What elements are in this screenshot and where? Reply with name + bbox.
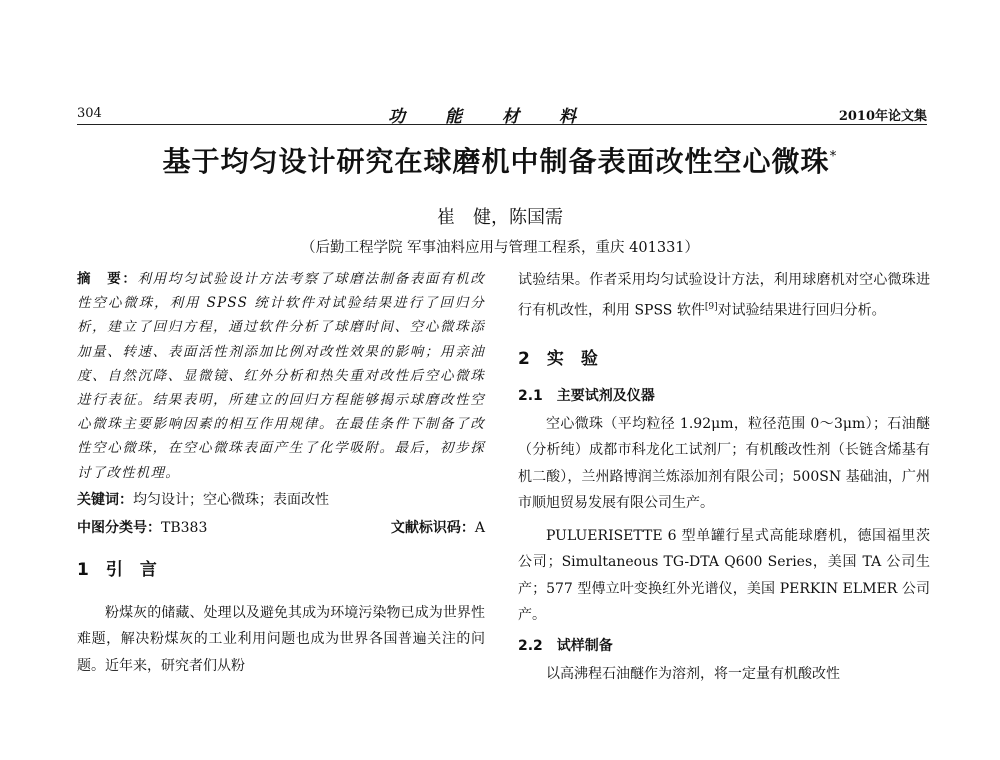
- document-code-label: 文献标识码：: [390, 519, 475, 536]
- keywords: [77, 487, 485, 513]
- continued-paragraph: [518, 267, 930, 324]
- page-number: 304: [77, 106, 102, 121]
- keywords-label: 关键词：: [77, 491, 133, 508]
- intro-paragraph: 粉煤灰的储藏、处理以及避免其成为环境污染物已成为世界性难题，解决粉煤灰的工业利用问题也成为世界各国普遍关注的问题。近年来，研究者们从粉: [77, 604, 485, 674]
- affiliation: （后勤工程学院 军事油料应用与管理工程系，重庆 401331）: [300, 240, 700, 256]
- document-code: [391, 515, 485, 541]
- subsection-heading-sample-prep: 2.2 试样制备: [518, 637, 613, 654]
- abstract-label: 摘 要：: [77, 271, 138, 287]
- classification-code: [77, 515, 207, 541]
- section-heading-intro: 1 引 言: [77, 559, 157, 580]
- abstract-text: 利用均匀试验设计方法考察了球磨法制备表面有机改性空心微珠，利用 SPSS 统计软件对试验结果进行了回归分析，建立了回归方程，通过软件分析了球磨时间、空心微珠添加量、转速、表面活性剂添加比例对改性效果的影响；用亲油度、自然沉降、显微镜、红外分析和热失重对改性后空心微珠进行表征。结果表明，所建立的回归方程能够揭示球磨改性空心微珠主要影响因素的相互作用规律。在最佳条件下制备了改性空心微珠，在空心微珠表面产生了化学吸附。最后，初步探讨了改性机理。: [77, 271, 485, 481]
- reagents-paragraph: 空心微珠（平均粒径 1.92μm，粒径范围 0～3μm）；石油醚（分析纯）成都市科龙化工试剂厂；有机酸改性剂（长链含烯基有机二酸），兰州路博润兰炼添加剂有限公司；500SN 基础油，广州市顺旭贸易发展有限公司生产。: [518, 415, 930, 512]
- section-heading-experiment: 2 实 验: [518, 348, 598, 369]
- continued-text-2: 对试验结果进行回归分析。: [717, 302, 886, 319]
- continued-text: 试验结果。作者采用均匀试验设计方法，利用球磨机对空心微珠进行有机改性，利用 SPSS 软件: [518, 272, 930, 319]
- sample-prep-paragraph: 以高沸程石油醚作为溶剂，将一定量有机酸改性: [546, 665, 840, 682]
- citation-ref: [9]: [704, 301, 718, 312]
- paper-title-text: 基于均匀设计研究在球磨机中制备表面改性空心微珠: [162, 145, 830, 178]
- left-column: [77, 267, 485, 679]
- title-footnote-mark: *: [829, 148, 838, 165]
- classification-line: [77, 515, 485, 541]
- document-code-value: A: [474, 519, 485, 536]
- abstract: [77, 267, 485, 485]
- right-column: [518, 267, 930, 687]
- classification-label: 中图分类号：: [77, 519, 161, 536]
- instruments-paragraph: PULUERISETTE 6 型单罐行星式高能球磨机，德国福里茨公司；Simultaneous TG-DTA Q600 Series，美国 TA 公司生产；577 型傅立叶变换红外光谱仪，美国 PERKIN ELMER 公司产。: [518, 527, 930, 624]
- running-header: [77, 102, 927, 125]
- classification-value: TB383: [161, 519, 208, 536]
- author-list: 崔 健，陈国需: [437, 207, 563, 228]
- paper-title: [0, 140, 1000, 180]
- year-label: 2010年论文集: [838, 109, 927, 124]
- subsection-heading-reagents: 2.1 主要试剂及仪器: [518, 387, 655, 404]
- keywords-text: 均匀设计；空心微珠；表面改性: [133, 491, 329, 508]
- journal-name: 功能材料: [388, 107, 616, 127]
